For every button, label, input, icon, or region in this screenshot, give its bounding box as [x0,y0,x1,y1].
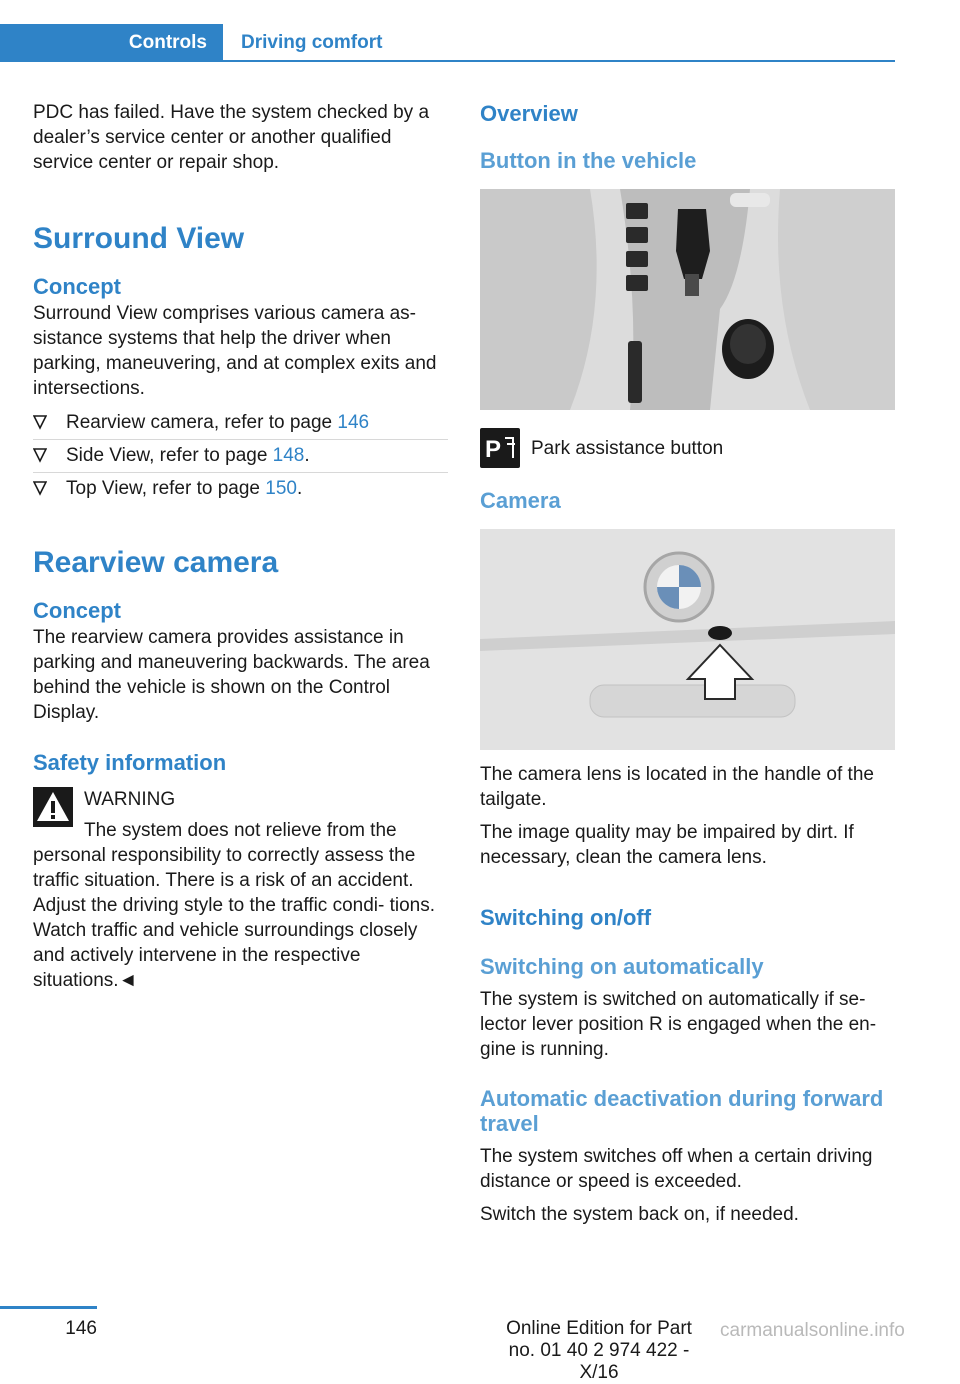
auto-on-text: The system is switched on automatically if se‐ lector lever position R is engaged when the en‐ gine is running. [480,989,877,1060]
list-item-suffix: . [304,445,310,466]
page-link-146[interactable]: 146 [337,412,370,433]
footer-rule [0,1306,97,1309]
park-assist-label: Park assistance button [531,438,724,459]
page-number: 146 [65,1318,97,1339]
list-item [33,473,448,505]
bullet-triangle-icon [33,414,47,430]
watermark: carmanualsonline.info [720,1320,905,1341]
list-item-text: Side View, refer to page [66,445,273,466]
edition-text: Online Edition for Part no. 01 40 2 974 422 - X/16 [506,1318,692,1383]
list-item [33,440,448,473]
rearview-text: The rearview camera provides assistance in parking and maneuvering backwards. The area behind the vehicle is shown on the Control Display. [33,627,430,723]
auto-off-heading: Automatic deactivation during forward travel [480,1086,884,1136]
lens-location-text: The camera lens is located in the handle of the tailgate. [480,764,874,810]
camera-heading: Camera [480,488,561,513]
list-item-suffix: . [296,478,303,499]
bullet-triangle-icon [33,447,47,463]
tailgate-camera-photo [480,529,895,750]
list-item-text: Top View, refer to page [66,478,266,499]
switching-heading: Switching on/off [480,905,652,930]
page-header [0,24,895,62]
intro-paragraph: PDC has failed. Have the system checked by a dealer’s service center or another qualified service center or repair shop. [33,102,430,173]
rearview-camera-title: Rearview camera [33,546,279,579]
section-tab: Driving comfort [241,32,383,53]
surround-view-title: Surround View [33,222,245,255]
page-link-150[interactable]: 150 [265,478,297,499]
camera-list [33,407,448,505]
chapter-tab: Controls [0,24,223,62]
park-assist-icon [480,428,520,468]
auto-off-text: The system switches off when a certain driving distance or speed is exceeded. [480,1146,873,1192]
surround-view-text: Surround View comprises various camera as‐ sistance systems that help the driver when parking, maneuvering, and at complex exits and intersections. [33,303,437,399]
auto-on-heading: Switching on automatically [480,954,764,979]
concept-heading: Concept [33,274,121,299]
switch-back-text: Switch the system back on, if needed. [480,1204,799,1225]
concept-heading: Concept [33,598,121,623]
console-photo [480,189,895,410]
svg-text:P: P [485,436,502,463]
warning-block [33,787,448,993]
warning-label: WARNING [84,789,176,810]
overview-heading: Overview [480,101,578,126]
left-column [33,100,448,1003]
right-column [480,100,895,1237]
button-in-vehicle-heading: Button in the vehicle [480,148,697,173]
page-link-148[interactable]: 148 [272,445,305,466]
park-assist-legend [480,428,895,472]
image-quality-text: The image quality may be impaired by dirt. If necessary, clean the camera lens. [480,822,854,868]
warning-text: The system does not relieve from the personal responsibility to correctly assess the traffic situation. There is a risk of an accident. Adjust the driving style to the traffic condi‐ tions. Watch traffic and vehicle surroundings closely and actively intervene in the respective situations.◄ [33,820,436,991]
safety-heading: Safety information [33,750,227,775]
warning-triangle-icon [33,787,73,827]
bullet-triangle-icon [33,480,47,496]
list-item [33,407,448,440]
list-item-text: Rearview camera, refer to page [66,412,338,433]
header-rule [0,60,895,62]
